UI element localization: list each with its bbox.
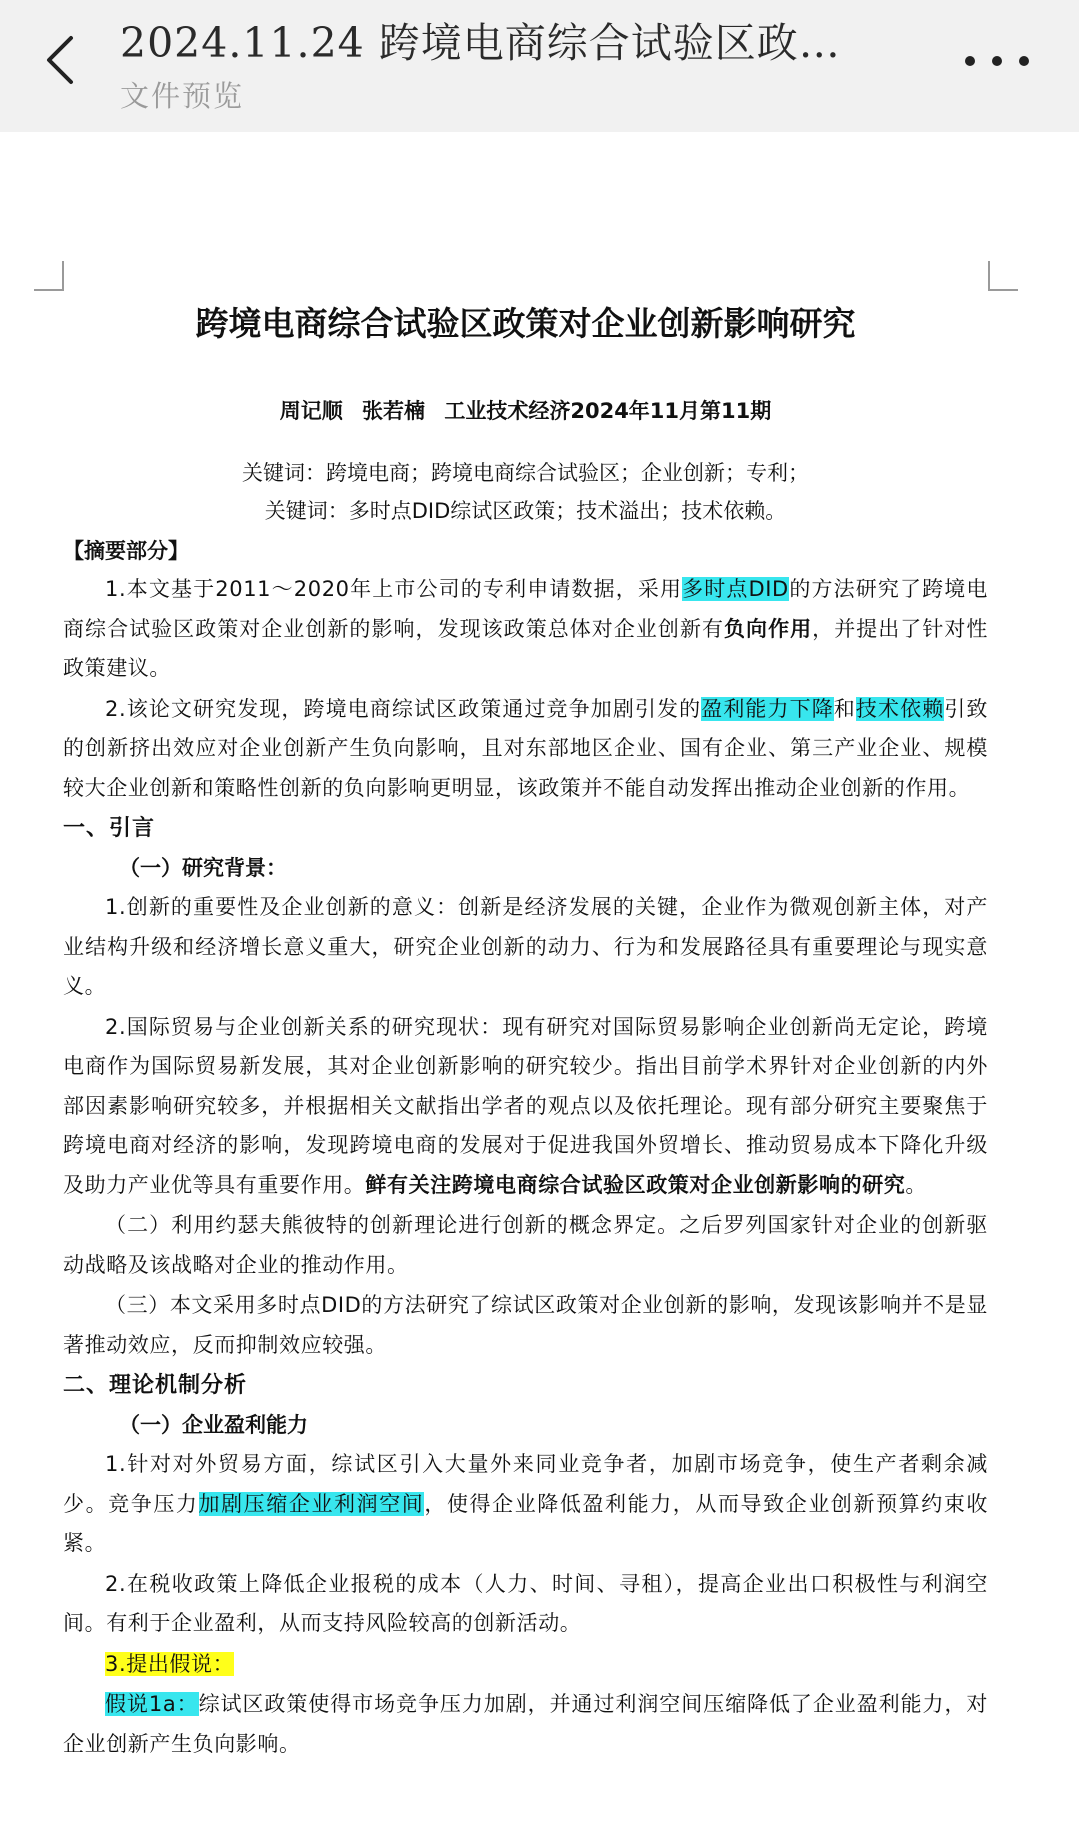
- background-paragraph-1: 1.创新的重要性及企业创新的意义：创新是经济发展的关键，企业作为微观创新主体，对产业结构升级和经济增长意义重大，研究企业创新的动力、行为和发展路径具有重要理论与现实意义。: [63, 895, 988, 998]
- document-title: 2024.11.24 跨境电商综合试验区政…: [120, 19, 841, 67]
- text-run: 和: [833, 696, 856, 721]
- keywords-line-2: 关键词：多时点DID综试区政策；技术溢出；技术依赖。: [264, 499, 787, 523]
- text-run: 。: [905, 1172, 928, 1197]
- document-page: [63, 300, 988, 1765]
- subsection-heading-1-1: （一）研究背景：: [119, 856, 287, 880]
- text-run: 综试区政策使得市场竞争压力加剧，并通过利润空间压缩降低了企业盈利能力，对企业创新产生负向影响。: [63, 1692, 988, 1756]
- section-heading-2: 二、理论机制分析: [63, 1373, 248, 1398]
- keywords-line-1: 关键词：跨境电商；跨境电商综合试验区；企业创新；专利；: [242, 461, 809, 485]
- back-button[interactable]: [38, 30, 82, 90]
- text-run: 1.针对对外贸易方面，综试区引入大量外来同业竞争者，加剧市场竞争，使生产者剩余减少。竞争压力: [63, 1452, 988, 1516]
- abstract-paragraph-1: [63, 570, 988, 689]
- text-run: 2.国际贸易与企业创新关系的研究现状：现有研究对国际贸易影响企业创新尚无定论，跨境电商作为国际贸易新发展，其对企业创新影响的研究较少。指出目前学术界针对企业创新的内外部因素影响研究较多，并根据相关文献指出学者的观点以及依托理论。现有部分研究主要聚焦于跨境电商对经济的影响，发现跨境电商的发展对于促进我国外贸增长、推动贸易成本下降化升级及助力产业优等具有重要作用。: [63, 1014, 988, 1197]
- abstract-paragraph-2: [63, 690, 988, 809]
- more-options-button[interactable]: [965, 48, 1029, 74]
- text-run: ，并提出了针对性政策建议。: [63, 616, 988, 680]
- background-paragraph-2: [63, 1008, 988, 1206]
- abstract-label: 【摘要部分】: [63, 539, 189, 563]
- hypothesis-heading: [63, 1645, 988, 1685]
- paper-title: 跨境电商综合试验区政策对企业创新影响研究: [195, 304, 856, 343]
- highlight-text: 多时点DID: [682, 577, 789, 601]
- mechanism-paragraph-2: 2.在税收政策上降低企业报税的成本（人力、时间、寻租），提高企业出口积极性与利润空间。有利于企业盈利，从而支持风险较高的创新活动。: [63, 1571, 988, 1635]
- top-bar: [0, 0, 1079, 132]
- text-run: 的方法研究了跨境电商综合试验区政策对企业创新的影响，发现该政策总体对企业创新有: [63, 577, 989, 641]
- yellow-highlight-text: 3.提出假说：: [105, 1651, 235, 1676]
- header-subtitle: 文件预览: [120, 79, 245, 113]
- bold-text: 负向作用: [724, 616, 813, 641]
- more-horizontal-icon: [965, 56, 975, 66]
- mechanism-paragraph-1: [63, 1445, 988, 1564]
- bold-text: 鲜有关注跨境电商综合试验区政策对企业创新影响的研究: [365, 1172, 906, 1197]
- paper-authors: 周记顺 张若楠 工业技术经济2024年11月第11期: [279, 399, 772, 423]
- text-run: 1.本文基于2011～2020年上市公司的专利申请数据，采用: [105, 577, 683, 601]
- subsection-heading-2-1: （一）企业盈利能力: [119, 1413, 308, 1437]
- section-heading-1: 一、引言: [63, 816, 156, 841]
- highlight-text: 加剧压缩企业利润空间: [198, 1491, 425, 1516]
- intro-paragraph-3: （三）本文采用多时点DID的方法研究了综试区政策对企业创新的影响，发现该影响并不是显著推动效应，反而抑制效应较强。: [63, 1293, 988, 1357]
- crop-mark-top-left: [34, 261, 64, 291]
- header-titles: [120, 14, 920, 115]
- text-run: 2.该论文研究发现，跨境电商综试区政策通过竞争加剧引发的: [105, 696, 702, 721]
- highlight-text: 技术依赖: [855, 696, 945, 721]
- highlight-text: 盈利能力下降: [701, 696, 834, 721]
- highlight-text: 假说1a：: [105, 1692, 199, 1716]
- text-run: 引致的创新挤出效应对企业创新产生负向影响，且对东部地区企业、国有企业、第三产业企业、规模较大企业创新和策略性创新的负向影响更明显，该政策并不能自动发挥出推动企业创新的作用。: [63, 696, 988, 800]
- more-horizontal-icon: [992, 56, 1002, 66]
- intro-paragraph-2: （二）利用约瑟夫熊彼特的创新理论进行创新的概念界定。之后罗列国家针对企业的创新驱动战略及该战略对企业的推动作用。: [63, 1213, 988, 1277]
- more-horizontal-icon: [1019, 56, 1029, 66]
- text-run: ，使得企业降低盈利能力，从而导致企业创新预算约束收紧。: [63, 1491, 989, 1555]
- hypothesis-1a: [63, 1685, 988, 1764]
- crop-mark-top-right: [988, 261, 1018, 291]
- chevron-left-icon: [45, 35, 75, 85]
